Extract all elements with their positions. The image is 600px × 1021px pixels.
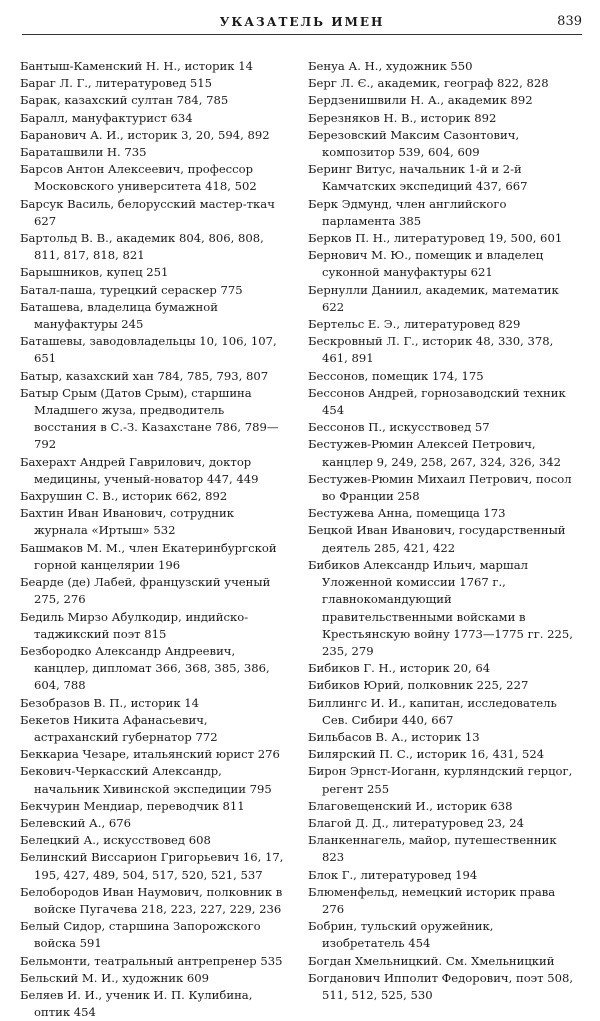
- index-entry: Бибиков Г. Н., историк 20, 64: [308, 661, 491, 676]
- index-entry: Бельский М. И., художник 609: [20, 970, 210, 985]
- index-entry: Берк Эдмунд, член английского парламента 385: [308, 196, 507, 228]
- index-entry: Бескровный Л. Г., историк 48, 330, 378, 461, 891: [308, 334, 554, 366]
- index-entry: Барсов Антон Алексеевич, профессор Московского университета 418, 502: [20, 162, 257, 194]
- index-entry: Батал-паша, турецкий сераскер 775: [20, 282, 243, 297]
- index-entry: Березовский Максим Сазонтович, композитор 539, 604, 609: [308, 127, 520, 160]
- index-entry: Беляев И. И., ученик И. П. Кулибина, оптик 454: [20, 987, 253, 1020]
- index-entry: Барышников, купец 251: [20, 265, 169, 280]
- index-entry: Беринг Витус, начальник 1-й и 2-й Камчатских экспедиций 437, 667: [308, 162, 528, 194]
- index-entry: Бахерахт Андрей Гаврилович, доктор медицины, ученый-новатор 447, 449: [20, 454, 259, 486]
- index-entry: Блюменфельд, немецкий историк права 276: [308, 884, 556, 916]
- index-entry: Бенуа А. Н., художник 550: [308, 59, 473, 73]
- index-entry: Бертельс Е. Э., литературовед 829: [308, 317, 521, 332]
- index-entry: Бернович М. Ю., помещик и владелец суконной мануфактуры 621: [308, 248, 544, 280]
- page-number: 839: [557, 14, 582, 29]
- running-title: УКАЗАТЕЛЬ ИМЕН: [219, 15, 385, 29]
- index-entry: Бердзенишвили Н. А., академик 892: [308, 93, 533, 108]
- index-entry: Белый Сидор, старшина Запорожского войска 591: [20, 919, 261, 951]
- index-entry: Бернулли Даниил, академик, математик 622: [308, 282, 559, 314]
- index-entry: Биллингс И. И., капитан, исследователь Сев. Сибири 440, 667: [308, 695, 557, 727]
- index-entry: Бирон Эрнст-Иоганн, курляндский герцог, регент 255: [308, 764, 573, 796]
- index-entry: Бекович-Черкасский Александр, начальник Хивинской экспедиции 795: [20, 764, 272, 796]
- index-entry: Бекчурин Мендиар, переводчик 811: [20, 798, 245, 813]
- index-entry: Богданович Ипполит Федорович, поэт 508, 511, 512, 525, 530: [308, 970, 574, 1002]
- index-entry: Берков П. Н., литературовед 19, 500, 601: [308, 231, 563, 246]
- index-entry: Бантыш-Каменский Н. Н., историк 14: [20, 59, 253, 73]
- index-entry: Бестужев-Рюмин Михаил Петрович, посол во Франции 258: [308, 471, 572, 504]
- index-entry: Бахрушин С. В., историк 662, 892: [20, 489, 228, 504]
- index-entry: Бессонов Андрей, горнозаводский техник 454: [308, 385, 566, 418]
- index-entry: Бараг Л. Г., литературовед 515: [20, 76, 212, 91]
- index-entry: Батыр, казахский хан 784, 785, 793, 807: [20, 368, 269, 383]
- index-entry: Бахтин Иван Иванович, сотрудник журнала «Иртыш» 532: [20, 506, 235, 538]
- index-entry: Бедиль Мирзо Абулкодир, индийско-таджикский поэт 815: [20, 609, 249, 641]
- index-entry: Бибиков Юрий, полковник 225, 227: [308, 678, 529, 693]
- index-entry: Бобрин, тульский оружейник, изобретатель 454: [308, 919, 494, 951]
- index-entry: Бестужев-Рюмин Алексей Петрович, канцлер 9, 249, 258, 267, 324, 326, 342: [308, 437, 562, 469]
- index-entry: Безбородко Александр Андреевич, канцлер, дипломат 366, 368, 385, 386, 604, 788: [20, 643, 270, 693]
- index-entry: Белобородов Иван Наумович, полковник в войске Пугачева 218, 223, 227, 229, 236: [20, 884, 283, 916]
- index-entry: Березняков Н. В., историк 892: [308, 110, 497, 125]
- index-entry: Батыр Срым (Датов Срым), старшина Младшего жуза, предводитель восстания в С.-З. Казахстане 786, 789—792: [20, 385, 279, 452]
- page-header: [22, 12, 582, 35]
- index-entry: Бартольд В. В., академик 804, 806, 808, 811, 817, 818, 821: [20, 231, 264, 263]
- index-entry: Белинский Виссарион Григорьевич 16, 17, 195, 427, 489, 504, 517, 520, 521, 537: [20, 850, 284, 882]
- right-column: [308, 58, 576, 1004]
- left-column: [20, 58, 288, 1021]
- index-entry: Беккариа Чезаре, итальянский юрист 276: [20, 747, 280, 762]
- index-entry: Белецкий А., искусствовед 608: [20, 833, 211, 848]
- index-entry: Баралл, мануфактурист 634: [20, 110, 193, 125]
- index-entry: Билярский П. С., историк 16, 431, 524: [308, 747, 545, 762]
- index-entry: Бессонов П., искусствовед 57: [308, 420, 490, 435]
- index-entry: Бестужева Анна, помещица 173: [308, 506, 506, 521]
- index-entry: Богдан Хмельницкий. См. Хмельницкий: [308, 953, 555, 968]
- index-entry: Беарде (де) Лабей, французский ученый 275, 276: [20, 575, 271, 607]
- index-entry: Бекетов Никита Афанасьевич, астраханский губернатор 772: [20, 712, 218, 744]
- index-entry: Баташевы, заводовладельцы 10, 106, 107, 651: [20, 334, 277, 366]
- index-entry: Барсук Василь, белорусский мастер-ткач 627: [20, 196, 275, 228]
- index-entry: Бараташвили Н. 735: [20, 145, 147, 160]
- index-entry: Бецкой Иван Иванович, государственный деятель 285, 421, 422: [308, 523, 566, 555]
- index-entry: Баташева, владелица бумажной мануфактуры 245: [20, 299, 218, 332]
- index-entry: Баранович А. И., историк 3, 20, 594, 892: [20, 127, 270, 142]
- index-entry: Блок Г., литературовед 194: [308, 867, 478, 882]
- index-entry: Безобразов В. П., историк 14: [20, 695, 200, 710]
- index-entry: Башмаков М. М., член Екатеринбургской горной канцелярии 196: [20, 540, 277, 572]
- index-entry: Бланкеннагель, майор, путешественник 823: [308, 833, 557, 865]
- index-entry: Белевский А., 676: [20, 815, 131, 830]
- index-entry: Бильбасов В. А., историк 13: [308, 729, 480, 744]
- index-entry: Барак, казахский султан 784, 785: [20, 93, 229, 108]
- index-entry: Берг Л. Є., академик, географ 822, 828: [308, 76, 549, 91]
- index-entry: Благовещенский И., историк 638: [308, 798, 513, 813]
- index-entry: Благой Д. Д., литературовед 23, 24: [308, 815, 524, 830]
- index-entry: Бибиков Александр Ильич, маршал Уложенной комиссии 1767 г., главнокомандующий правительственными войсками в Крестьянскую войну 1773—1775 гг. 225, 235, 279: [308, 557, 573, 658]
- index-entry: Бессонов, помещик 174, 175: [308, 368, 484, 383]
- index-entry: Бельмонти, театральный антрепренер 535: [20, 953, 283, 968]
